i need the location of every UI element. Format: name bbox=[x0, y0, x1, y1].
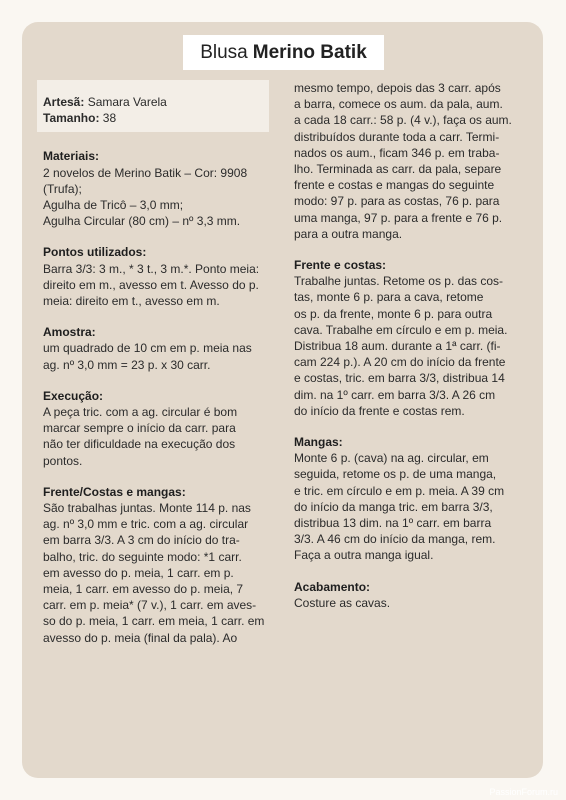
text-line: em avesso do p. meia, 1 carr. em p. bbox=[43, 565, 234, 580]
section bbox=[43, 324, 275, 373]
section-heading: Pontos utilizados: bbox=[43, 245, 147, 260]
section bbox=[43, 148, 275, 229]
text-line: Agulha de Tricô – 3,0 mm; bbox=[43, 198, 184, 213]
text-line: nados os aum., ficam 346 p. em traba- bbox=[294, 145, 500, 160]
text-line: Faça a outra manga igual. bbox=[294, 548, 434, 563]
text-line: lho. Terminada as carr. da pala, separe bbox=[294, 162, 502, 177]
text-line: a cada 18 carr.: 58 p. (4 v.), faça os aum. bbox=[294, 113, 512, 128]
title-bold: Merino Batik bbox=[252, 41, 367, 63]
text-line: Distribua 18 aum. durante a 1ª carr. (fi- bbox=[294, 339, 501, 354]
text-line: ag. nº 3,0 mm = 23 p. x 30 carr. bbox=[43, 357, 211, 372]
text-line: para a outra manga. bbox=[294, 226, 403, 241]
artist-line bbox=[43, 94, 263, 110]
section-heading: Acabamento: bbox=[294, 579, 371, 594]
text-line: São trabalhas juntas. Monte 114 p. nas bbox=[43, 501, 251, 516]
title-light: Blusa bbox=[200, 41, 248, 63]
text-line: direito em m., avesso em t. Avesso do p. bbox=[43, 277, 259, 292]
text-line: Trabalhe juntas. Retome os p. das cos- bbox=[294, 274, 503, 289]
artist-name: Samara Varela bbox=[87, 95, 167, 109]
size-line bbox=[43, 110, 263, 126]
text-line: 2 novelos de Merino Batik – Cor: 9908 bbox=[43, 165, 248, 180]
section bbox=[294, 257, 526, 419]
text-line: distribua 13 dim. na 1º carr. em barra bbox=[294, 516, 492, 531]
section-heading: Execução: bbox=[43, 388, 104, 403]
text-line: mesmo tempo, depois das 3 carr. após bbox=[294, 81, 501, 95]
section-heading: Amostra: bbox=[43, 325, 96, 340]
section bbox=[43, 484, 275, 646]
text-line: a barra, comece os aum. da pala, aum. bbox=[294, 97, 503, 112]
text-line: meia, 1 carr. em avesso do p. meia, 7 bbox=[43, 582, 244, 597]
text-line: Monte 6 p. (cava) na ag. circular, em bbox=[294, 451, 489, 466]
text-line: dim. na 1º carr. em barra 3/3. A 26 cm bbox=[294, 387, 496, 402]
text-line: cam 224 p.). A 20 cm do início da frente bbox=[294, 355, 506, 370]
text-line: pontos. bbox=[43, 453, 83, 468]
text-line: carr. em p. meia* (7 v.), 1 carr. em aves- bbox=[43, 598, 257, 613]
text-line: e tric. em círculo e em p. meia. A 39 cm bbox=[294, 483, 505, 498]
text-line: avesso do p. meia (final da pala). Ao bbox=[43, 630, 238, 645]
section-heading: Mangas: bbox=[294, 435, 343, 450]
text-line: não ter dificuldade na execução dos bbox=[43, 437, 236, 452]
text-line: (Trufa); bbox=[43, 181, 82, 196]
text-line: Costure as cavas. bbox=[294, 595, 391, 610]
text-line: balho, tric. do seguinte modo: *1 carr. bbox=[43, 549, 242, 564]
text-line: uma manga, 97 p. para a frente e 76 p. bbox=[294, 210, 503, 225]
size-value: 38 bbox=[102, 111, 117, 126]
watermark: PassionForum.ru bbox=[489, 787, 558, 797]
page-title bbox=[183, 35, 384, 70]
text-line: frente e costas e mangas do seguinte bbox=[294, 178, 495, 193]
artist-label: Artesã: bbox=[43, 95, 85, 109]
text-line: Agulha Circular (80 cm) – nº 3,3 mm. bbox=[43, 214, 241, 229]
section bbox=[294, 579, 526, 611]
text-line: 3/3. A 46 cm do início da manga, rem. bbox=[294, 532, 496, 547]
text-line: A peça tric. com a ag. circular é bom bbox=[43, 405, 238, 420]
text-line: do início da frente e costas rem. bbox=[294, 403, 465, 418]
section-heading: Materiais: bbox=[43, 149, 100, 164]
text-line: seguida, retome os p. de uma manga, bbox=[294, 467, 497, 482]
section bbox=[43, 388, 275, 469]
text-line: ag. nº 3,0 mm e tric. com a ag. circular bbox=[43, 517, 249, 532]
left-column bbox=[43, 80, 275, 646]
text-line: em barra 3/3. A 3 cm do início do tra- bbox=[43, 533, 240, 548]
section bbox=[294, 80, 526, 242]
text-line: um quadrado de 10 cm em p. meia nas bbox=[43, 341, 252, 356]
text-line: tas, monte 6 p. para a cava, retome bbox=[294, 290, 484, 305]
info-box bbox=[37, 80, 269, 132]
section bbox=[43, 244, 275, 309]
size-label: Tamanho: bbox=[43, 111, 100, 126]
text-line: modo: 97 p. para as costas, 76 p. para bbox=[294, 194, 500, 209]
text-line: os p. da frente, monte 6 p. para outra bbox=[294, 306, 493, 321]
text-line: so do p. meia, 1 carr. em meia, 1 carr. em bbox=[43, 614, 265, 629]
text-line: meia: direito em t., avesso em m. bbox=[43, 294, 220, 309]
section bbox=[294, 434, 526, 564]
text-line: Barra 3/3: 3 m., * 3 t., 3 m.*. Ponto meia: bbox=[43, 261, 260, 276]
section-heading: Frente e costas: bbox=[294, 258, 387, 273]
right-column bbox=[294, 80, 526, 611]
text-line: do início da manga tric. em barra 3/3, bbox=[294, 499, 493, 514]
text-line: cava. Trabalhe em círculo e em p. meia. bbox=[294, 322, 508, 337]
text-line: e costas, tric. em barra 3/3, distribua 14 bbox=[294, 371, 505, 386]
section-heading: Frente/Costas e mangas: bbox=[43, 484, 186, 499]
text-line: marcar sempre o início da carr. para bbox=[43, 421, 236, 436]
text-line: distribuídos durante toda a carr. Termi- bbox=[294, 129, 500, 144]
